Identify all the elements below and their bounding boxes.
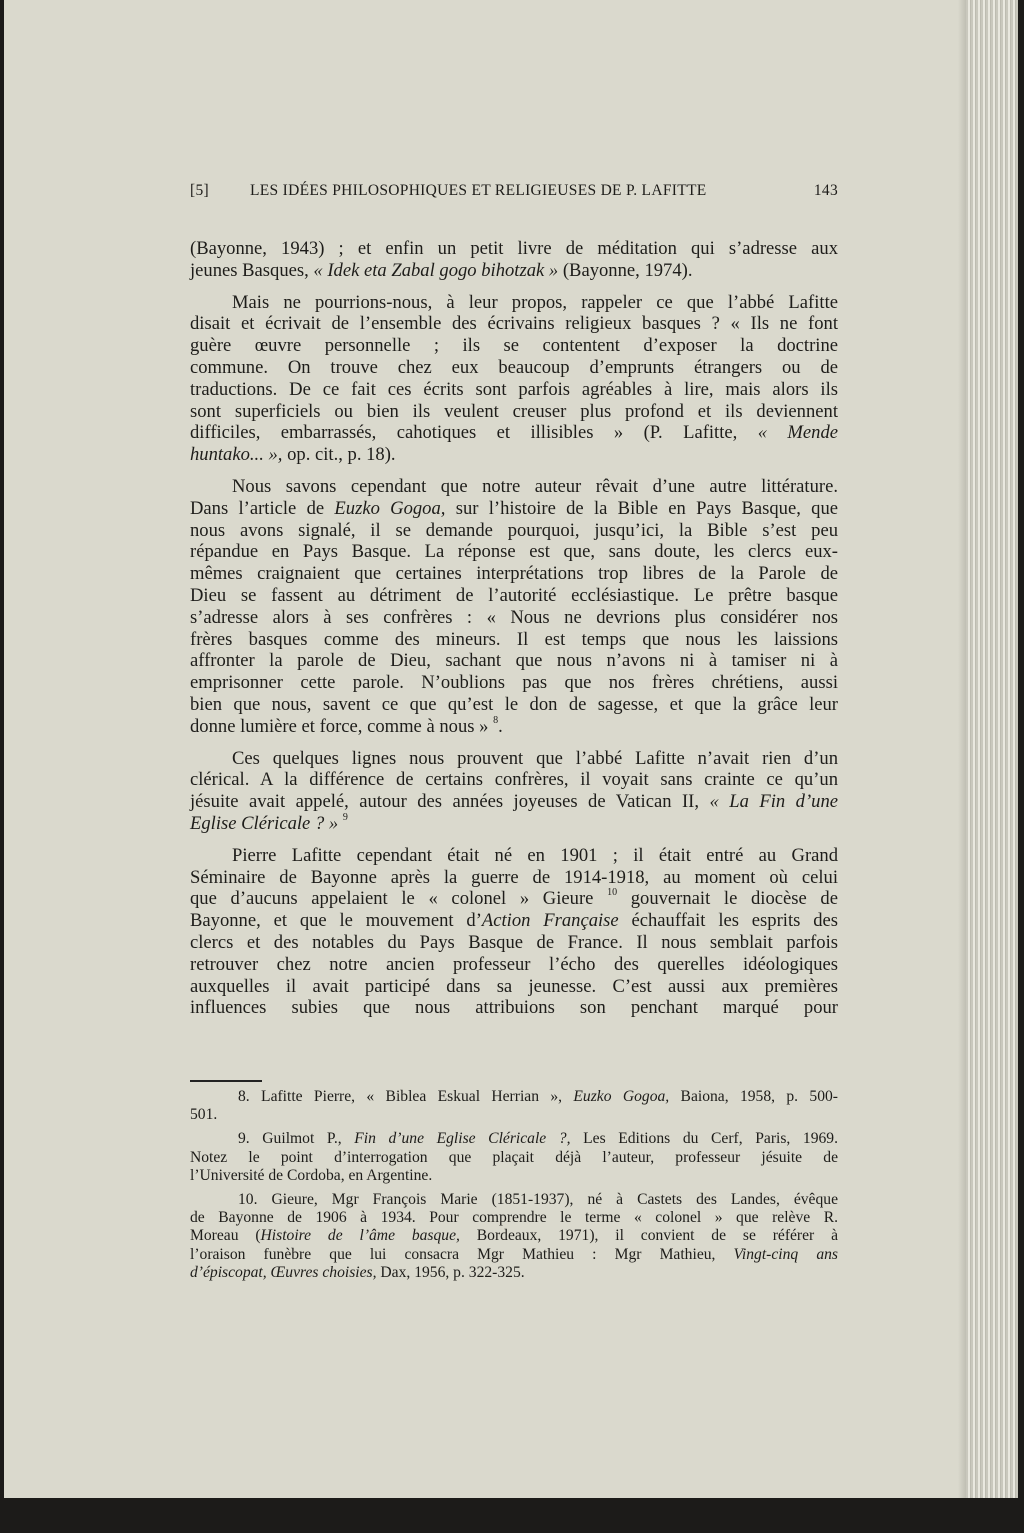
footnote bbox=[190, 1191, 838, 1282]
text-run: Notez le point d’interrogation que plaçait déjà l’auteur, professeur jésuite de bbox=[190, 1148, 838, 1166]
text-line bbox=[190, 585, 838, 607]
text-line bbox=[190, 1130, 838, 1148]
text-line bbox=[190, 498, 838, 520]
text-run: « Idek eta Zabal gogo bihotzak » bbox=[313, 259, 559, 281]
text-run: Fin d’une Eglise Cléricale ?, bbox=[354, 1130, 571, 1148]
text-run: Moreau ( bbox=[190, 1227, 261, 1245]
footnote-ref: 9 bbox=[342, 811, 348, 823]
text-line bbox=[190, 748, 838, 770]
text-line bbox=[190, 867, 838, 889]
text-line bbox=[190, 422, 838, 444]
text-line bbox=[190, 292, 838, 314]
text-line bbox=[190, 335, 838, 357]
text-run: Bordeaux, 1971), il convient de se référer à bbox=[459, 1227, 839, 1245]
text-run: 9. Guilmot P., bbox=[238, 1130, 355, 1148]
text-line bbox=[190, 238, 838, 260]
text-run: op. cit., p. 18). bbox=[282, 444, 396, 466]
text-run: Nous savons cependant que notre auteur rêvait d’une autre littérature. bbox=[232, 475, 838, 497]
running-title: LES IDÉES PHILOSOPHIQUES ET RELIGIEUSES DE P. LAFITTE bbox=[250, 182, 707, 199]
text-run: gouvernait le diocèse de bbox=[617, 888, 838, 910]
text-line bbox=[190, 1191, 838, 1209]
text-run: d’épiscopat, Œuvres choisies, bbox=[190, 1263, 377, 1281]
footnote-ref: 8 bbox=[493, 714, 499, 726]
text-run: sont superficiels ou bien ils veulent creuser plus profond et ils deviennent bbox=[190, 400, 838, 422]
text-line bbox=[190, 845, 838, 867]
text-line bbox=[190, 694, 838, 716]
text-line bbox=[190, 444, 838, 466]
paragraph bbox=[190, 476, 838, 738]
text-run: Dax, 1956, p. 322-325. bbox=[376, 1263, 525, 1281]
text-line bbox=[190, 629, 838, 651]
paragraph bbox=[190, 748, 838, 835]
text-run: « Mende bbox=[757, 422, 838, 444]
text-run: influences subies que nous attribuions son penchant marqué pour bbox=[190, 997, 838, 1019]
text-run: que d’aucuns appelaient le « colonel » Gieure bbox=[190, 888, 608, 910]
text-line bbox=[190, 716, 838, 738]
footnote-ref: 10 bbox=[607, 887, 618, 899]
text-run: jeunes Basques, bbox=[190, 259, 314, 281]
text-run: Histoire de l’âme basque, bbox=[260, 1227, 460, 1245]
text-line bbox=[190, 401, 838, 423]
text-run: 501. bbox=[190, 1106, 218, 1124]
text-run: s’adresse alors à ses confrères : « Nous ne devrions plus considérer nos bbox=[190, 606, 838, 628]
text-run: frères basques comme des mineurs. Il est temps que nous les laissions bbox=[190, 628, 838, 650]
text-line bbox=[190, 769, 838, 791]
text-run: échauffait les esprits des bbox=[618, 910, 838, 932]
running-header bbox=[190, 182, 838, 204]
text-run: Baiona, 1958, p. 500- bbox=[669, 1088, 839, 1105]
text-run: Action Française bbox=[481, 910, 619, 932]
text-run: donne lumière et force, comme à nous » bbox=[190, 715, 494, 737]
text-line bbox=[190, 379, 838, 401]
footnote bbox=[190, 1088, 838, 1124]
text-line bbox=[190, 791, 838, 813]
text-run: disait et écrivait de l’ensemble des écrivains religieux basques ? « Ils ne font bbox=[190, 313, 838, 335]
text-run: Ces quelques lignes nous prouvent que l’abbé Lafitte n’avait rien d’un bbox=[232, 747, 838, 769]
text-run: de Bayonne de 1906 à 1934. Pour comprendre le terme « colonel » que relève R. bbox=[190, 1209, 838, 1227]
text-run: jésuite avait appelé, autour des années joyeuses de Vatican II, bbox=[190, 791, 710, 813]
text-run: (Bayonne, 1943) ; et enfin un petit livre de méditation qui s’adresse aux bbox=[190, 238, 838, 259]
text-line bbox=[190, 813, 838, 835]
text-line bbox=[190, 888, 838, 910]
text-run: Mais ne pourrions-nous, à leur propos, rappeler ce que l’abbé Lafitte bbox=[232, 291, 838, 313]
text-line bbox=[190, 1167, 838, 1185]
text-run: Pierre Lafitte cependant était né en 1901 ; il était entré au Grand bbox=[232, 844, 838, 866]
text-line bbox=[190, 541, 838, 563]
text-run: « La Fin d’une bbox=[709, 791, 838, 813]
text-run: huntako... », bbox=[190, 444, 283, 466]
text-run: Vingt-cinq ans bbox=[733, 1245, 838, 1263]
text-run: nous avons signalé, il se demande pourquoi, jusqu’ici, la Bible s’est peu bbox=[190, 519, 838, 541]
text-line bbox=[190, 976, 838, 998]
text-line bbox=[190, 1209, 838, 1227]
text-line bbox=[190, 260, 838, 282]
text-run: Bayonne, et que le mouvement d’ bbox=[190, 910, 482, 932]
text-line bbox=[190, 1227, 838, 1245]
text-run: guère œuvre personnelle ; ils se contentent d’exposer la doctrine bbox=[190, 335, 838, 357]
text-run: auxquelles il avait participé dans sa jeunesse. C’est aussi aux premières bbox=[190, 975, 838, 997]
text-run: sur l’histoire de la Bible en Pays Basque, que bbox=[445, 497, 838, 519]
text-line bbox=[190, 650, 838, 672]
footnote bbox=[190, 1130, 838, 1185]
paragraph bbox=[190, 292, 838, 466]
text-run: Les Editions du Cerf, Paris, 1969. bbox=[570, 1130, 839, 1148]
text-run: Euzko Gogoa, bbox=[334, 497, 446, 519]
text-line bbox=[190, 1149, 838, 1167]
text-run: (Bayonne, 1974). bbox=[558, 259, 693, 281]
text-run: répandue en Pays Basque. La réponse est que, sans doute, les clercs eux- bbox=[190, 541, 838, 563]
text-line bbox=[190, 954, 838, 976]
text-run: Eglise Cléricale ? » bbox=[190, 812, 339, 834]
page-edges bbox=[966, 0, 1018, 1498]
footnotes bbox=[190, 1088, 838, 1288]
text-run: bien que nous, savent ce que qu’est le don de sagesse, et que la grâce leur bbox=[190, 693, 838, 715]
text-run: 8. Lafitte Pierre, « Biblea Eskual Herrian », bbox=[238, 1088, 574, 1105]
text-run: retrouver chez notre ancien professeur l’écho des querelles idéologiques bbox=[190, 953, 838, 975]
text-run: traductions. De ce fait ces écrits sont parfois agréables à lire, mais alors ils bbox=[190, 378, 838, 400]
text-run: 10. Gieure, Mgr François Marie (1851-1937), né à Castets des Landes, évêque bbox=[238, 1190, 838, 1208]
text-run: affronter la parole de Dieu, sachant que nous n’avons ni à tamiser ni à bbox=[190, 650, 838, 672]
paragraph bbox=[190, 238, 838, 282]
text-line bbox=[190, 607, 838, 629]
text-line bbox=[190, 1246, 838, 1264]
text-run: mêmes craignaient que certaines interprétations trop libres de la Parole de bbox=[190, 563, 838, 585]
text-line bbox=[190, 1264, 838, 1282]
text-line bbox=[190, 1088, 838, 1106]
body-text bbox=[190, 238, 838, 1029]
text-line bbox=[190, 1106, 838, 1124]
text-line bbox=[190, 476, 838, 498]
paragraph bbox=[190, 845, 838, 1019]
text-run: Dans l’article de bbox=[190, 497, 335, 519]
footnote-rule bbox=[190, 1080, 262, 1082]
text-line bbox=[190, 997, 838, 1019]
text-run: l’oraison funèbre que lui consacra Mgr Mathieu : Mgr Mathieu, bbox=[190, 1245, 734, 1263]
text-line bbox=[190, 520, 838, 542]
page-number: 143 bbox=[813, 182, 838, 199]
text-line bbox=[190, 932, 838, 954]
text-run: Séminaire de Bayonne après la guerre de 1914-1918, au moment où celui bbox=[190, 866, 838, 888]
text-line bbox=[190, 672, 838, 694]
text-run: Dieu se fassent au détriment de l’autorité ecclésiastique. Le prêtre basque bbox=[190, 584, 838, 606]
text-line bbox=[190, 313, 838, 335]
text-run: l’Université de Cordoba, en Argentine. bbox=[190, 1166, 433, 1184]
text-run: . bbox=[498, 715, 503, 737]
text-line bbox=[190, 563, 838, 585]
section-number: [5] bbox=[190, 182, 209, 199]
text-run: Euzko Gogoa, bbox=[573, 1088, 670, 1105]
text-run: clérical. A la différence de certains confrères, il voyait sans crainte ce qu’un bbox=[190, 769, 838, 791]
text-run: difficiles, embarrassés, cahotiques et illisibles » (P. Lafitte, bbox=[190, 422, 758, 444]
text-line bbox=[190, 910, 838, 932]
text-run: commune. On trouve chez eux beaucoup d’emprunts étrangers ou de bbox=[190, 356, 838, 378]
text-line bbox=[190, 357, 838, 379]
text-run: clercs et des notables du Pays Basque de France. Il nous semblait parfois bbox=[190, 931, 838, 953]
text-run: emprisonner cette parole. N’oublions pas que nos frères chrétiens, aussi bbox=[190, 672, 838, 694]
